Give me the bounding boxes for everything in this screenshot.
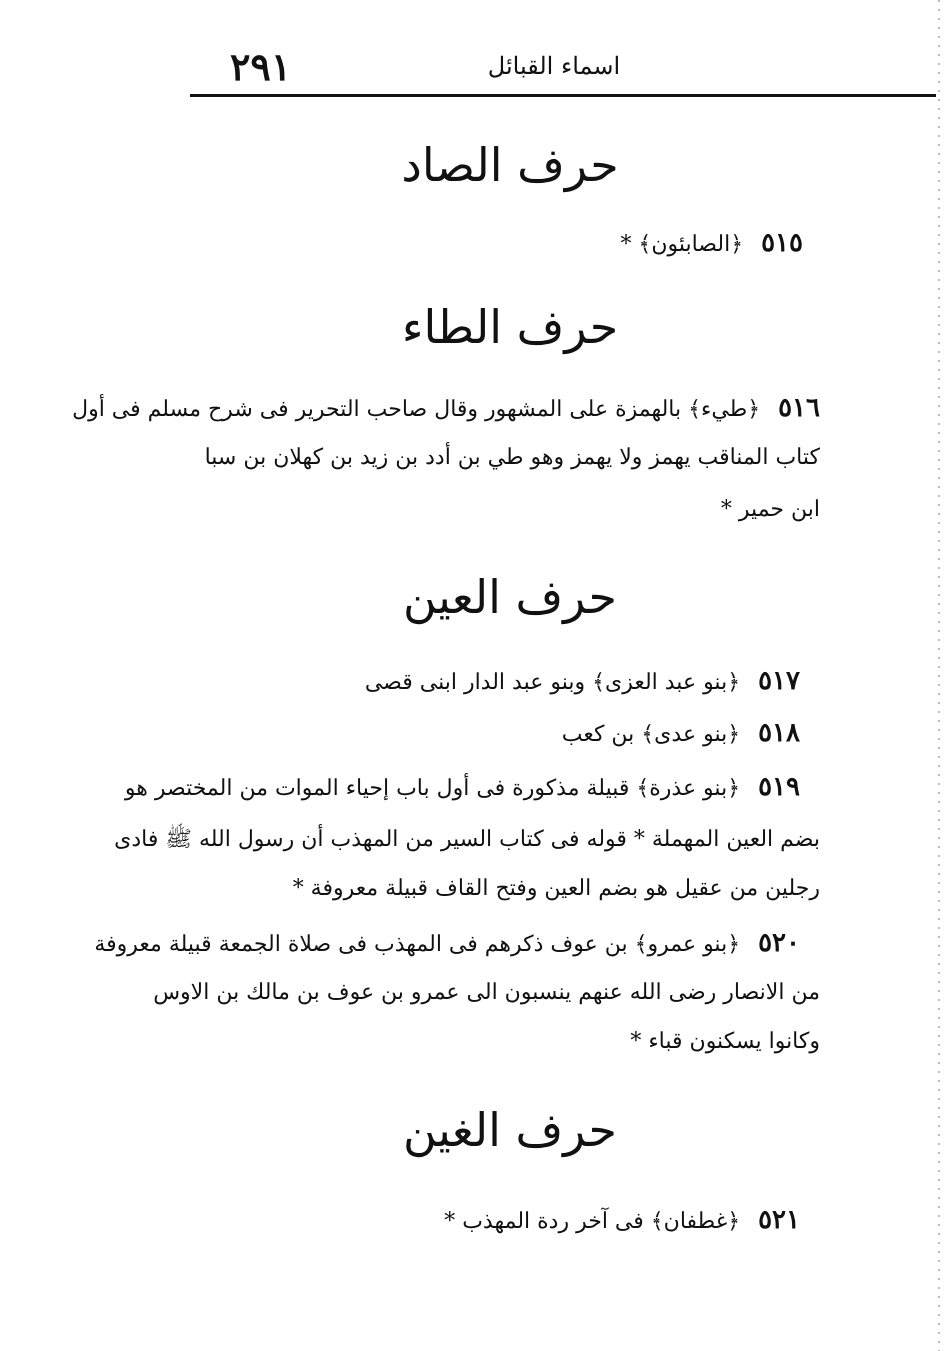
entry-516-line-1 xyxy=(72,393,820,423)
entry-number: ٥١٦ xyxy=(778,393,820,423)
entry-number: ٥٢١ xyxy=(758,1205,800,1235)
entry-518 xyxy=(562,718,800,748)
entry-517 xyxy=(365,666,800,696)
page-number: ٢٩١ xyxy=(230,44,292,89)
entry-text: ﴿غطفان﴾ فى آخر ردة المهذب * xyxy=(444,1209,741,1234)
running-title: اسماء القبائل xyxy=(487,52,621,80)
entry-519-line-2: بضم العين المهملة * قوله فى كتاب السير من المهذب أن رسول الله ﷺ فادى xyxy=(114,827,820,852)
entry-516-line-2: كتاب المناقب يهمز ولا يهمز وهو طي بن أدد بن زيد بن كهلان بن سبا xyxy=(204,445,820,470)
entry-516-line-3: ابن حمير * xyxy=(720,497,820,522)
entry-520-line-3: وكانوا يسكنون قباء * xyxy=(630,1029,820,1054)
entry-number: ٥٢٠ xyxy=(758,928,800,958)
entry-text: ﴿الصابئون﴾ * xyxy=(620,232,744,257)
entry-text: ﴿بنو عمرو﴾ بن عوف ذكرهم فى المهذب فى صلاة الجمعة قبيلة معروفة xyxy=(94,932,741,957)
entry-number: ٥١٨ xyxy=(758,718,800,748)
header-rule xyxy=(190,94,936,97)
entry-515 xyxy=(620,228,803,258)
entry-521 xyxy=(444,1205,800,1235)
entry-number: ٥١٩ xyxy=(758,772,800,802)
entry-text: ﴿بنو عبد العزى﴾ وبنو عبد الدار ابنى قصى xyxy=(364,670,741,695)
entry-number: ٥١٥ xyxy=(761,228,803,258)
page-header xyxy=(190,40,936,100)
entry-number: ٥١٧ xyxy=(758,666,800,696)
entry-519-line-1 xyxy=(125,772,800,802)
section-heading-sad: حرف الصاد xyxy=(401,138,619,192)
page-edge xyxy=(938,0,940,1351)
section-heading-ghain: حرف الغين xyxy=(402,1103,617,1157)
entry-text: ﴿بنو عذرة﴾ قبيلة مذكورة فى أول باب إحياء الموات من المختصر هو xyxy=(124,776,741,801)
entry-520-line-1 xyxy=(94,928,800,958)
entry-520-line-2: من الانصار رضى الله عنهم ينسبون الى عمرو بن عوف بن مالك بن الاوس xyxy=(153,980,820,1005)
section-heading-ain: حرف العين xyxy=(402,570,617,624)
entry-text: ﴿طيء﴾ بالهمزة على المشهور وقال صاحب التحرير فى شرح مسلم فى أول xyxy=(72,397,761,422)
entry-519-line-3: رجلين من عقيل هو بضم العين وفتح القاف قبيلة معروفة * xyxy=(292,876,820,901)
section-heading-ta: حرف الطاء xyxy=(401,300,619,354)
entry-text: ﴿بنو عدى﴾ بن كعب xyxy=(561,722,741,747)
